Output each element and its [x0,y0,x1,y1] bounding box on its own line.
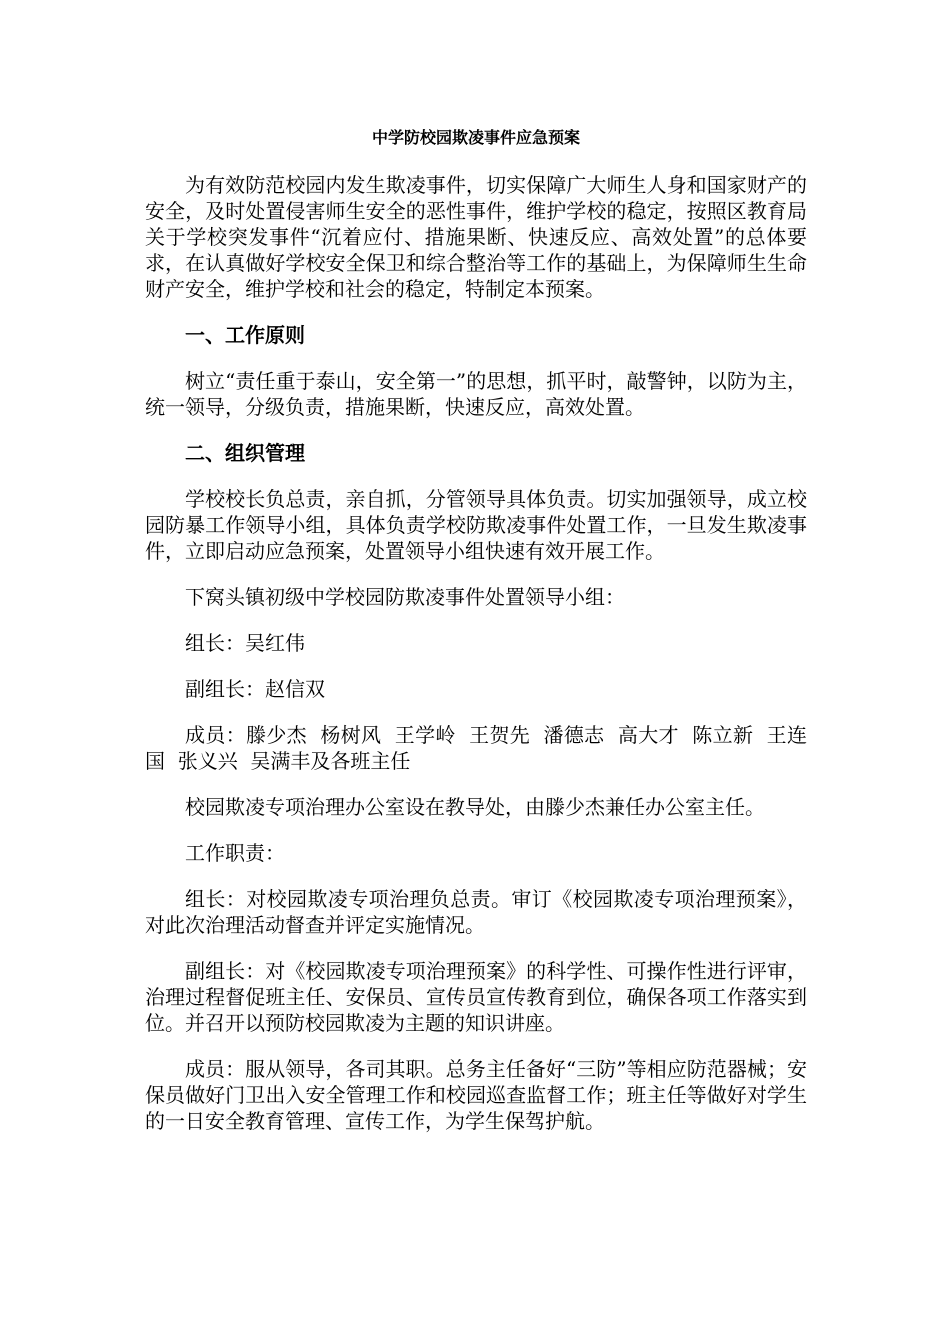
leader-duties: 组长：对校园欺凌专项治理负总责。审订《校园欺凌专项治理预案》，对此次治理活动督查并评定实施情况。 [145,887,807,937]
leadership-group-title: 下窝头镇初级中学校园防欺凌事件处置领导小组： [185,585,625,609]
organization-paragraph: 学校校长负总责，亲自抓，分管领导具体负责。切实加强领导，成立校园防暴工作领导小组，具体负责学校防欺凌事件处置工作，一旦发生欺凌事件，立即启动应急预案，处置领导小组快速有效开展工作。 [145,487,807,563]
document-title: 中学防校园欺凌事件应急预案 [371,128,580,147]
duties-label: 工作职责： [185,841,285,865]
section-heading-principles: 一、工作原则 [185,323,305,347]
intro-paragraph: 为有效防范校园内发生欺凌事件，切实保障广大师生人身和国家财产的安全，及时处置侵害师生安全的恶性事件，维护学校的稳定，按照区教育局关于学校突发事件“沉着应付、措施果断、快速反应、高效处置”的总体要求，在认真做好学校安全保卫和综合整治等工作的基础上，为保障师生生命财产安全，维护学校和社会的稳定，特制定本预案。 [145,173,807,301]
section-heading-organization: 二、组织管理 [185,441,305,465]
group-leader: 组长：吴红伟 [185,631,305,655]
group-members: 成员：滕少杰 杨树风 王学岭 王贺先 潘德志 高大才 陈立新 王连国 张义兴 吴满丰及各班主任 [145,723,807,773]
principles-paragraph: 树立“责任重于泰山，安全第一”的思想，抓平时，敲警钟，以防为主，统一领导，分级负责，措施果断，快速反应，高效处置。 [145,369,807,419]
deputy-group-leader: 副组长：赵信双 [185,677,325,701]
deputy-duties: 副组长：对《校园欺凌专项治理预案》的科学性、可操作性进行评审，治理过程督促班主任、安保员、宣传员宣传教育到位，确保各项工作落实到位。并召开以预防校园欺凌为主题的知识讲座。 [145,959,807,1035]
document-page [145,118,807,1154]
member-duties: 成员：服从领导，各司其职。总务主任备好“三防”等相应防范器械；安保员做好门卫出入安全管理工作和校园巡查监督工作；班主任等做好对学生的一日安全教育管理、宣传工作，为学生保驾护航。 [145,1057,807,1133]
office-paragraph: 校园欺凌专项治理办公室设在教导处，由滕少杰兼任办公室主任。 [185,795,765,819]
